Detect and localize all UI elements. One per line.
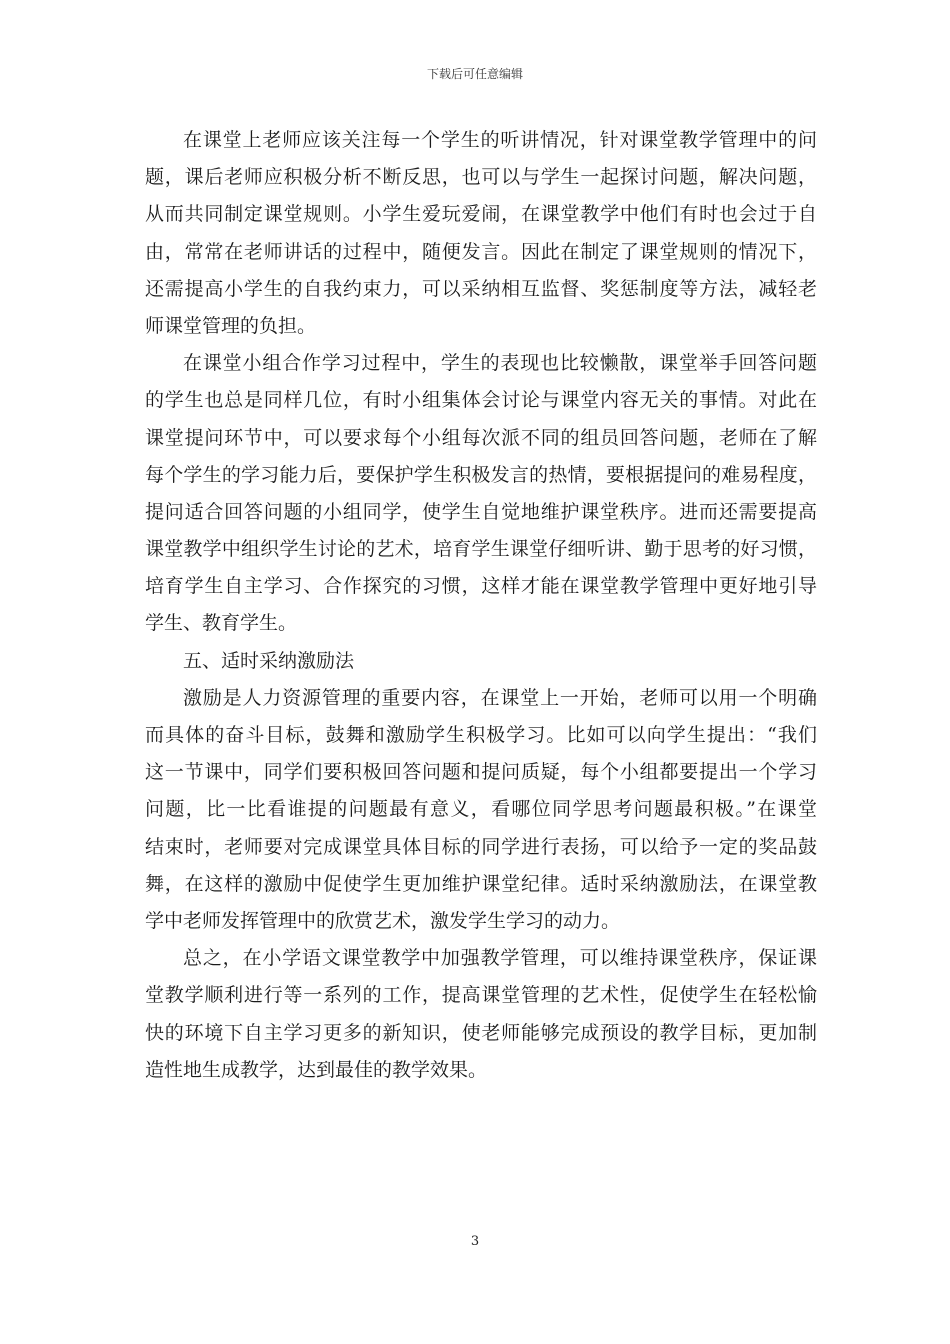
text-line: 总之，在小学语文课堂教学中加强教学管理，可以维持课堂秩序，保证课 bbox=[183, 947, 817, 970]
text-line: 激励是人力资源管理的重要内容，在课堂上一开始，老师可以用一个明确 bbox=[183, 686, 817, 709]
text-line: 还需提高小学生的自我约束力，可以采纳相互监督、奖惩制度等方法，减轻老 bbox=[145, 277, 817, 300]
paragraph-group-learning bbox=[145, 345, 817, 643]
paragraph-classroom-rules bbox=[145, 122, 817, 345]
page-number: 3 bbox=[470, 1234, 480, 1249]
text-line: 堂教学顺利进行等一系列的工作，提高课堂管理的艺术性，促使学生在轻松愉 bbox=[145, 984, 817, 1007]
text-line: 问题，比一比看谁提的问题最有意义，看哪位同学思考问题最积极。”在课堂 bbox=[145, 798, 817, 821]
text-line: 学生、教育学生。 bbox=[145, 612, 298, 635]
text-line: 题，课后老师应积极分析不断反思，也可以与学生一起探讨问题，解决问题， bbox=[145, 166, 817, 189]
text-line: 在课堂小组合作学习过程中，学生的表现也比较懒散，课堂举手回答问题 bbox=[183, 352, 817, 375]
text-line: 培育学生自主学习、合作探究的习惯，这样才能在课堂教学管理中更好地引导 bbox=[145, 575, 817, 598]
document-body bbox=[145, 122, 817, 1089]
text-line: 每个学生的学习能力后，要保护学生积极发言的热情，要根据提问的难易程度， bbox=[145, 463, 817, 486]
text-line: 师课堂管理的负担。 bbox=[145, 314, 317, 337]
section-heading bbox=[145, 643, 817, 680]
text-line: 快的环境下自主学习更多的新知识，使老师能够完成预设的教学目标，更加制 bbox=[145, 1021, 817, 1044]
text-line: 课堂教学中组织学生讨论的艺术，培育学生课堂仔细听讲、勤于思考的好习惯， bbox=[145, 538, 817, 561]
text-line: 这一节课中，同学们要积极回答问题和提问质疑，每个小组都要提出一个学习 bbox=[145, 761, 817, 784]
heading-line: 五、适时采纳激励法 bbox=[183, 649, 355, 672]
text-line: 学中老师发挥管理中的欣赏艺术，激发学生学习的动力。 bbox=[145, 909, 621, 932]
text-line: 提问适合回答问题的小组同学，使学生自觉地维护课堂秩序。进而还需要提高 bbox=[145, 500, 817, 523]
text-line: 从而共同制定课堂规则。小学生爱玩爱闹，在课堂教学中他们有时也会过于自 bbox=[145, 203, 817, 226]
text-line: 结束时，老师要对完成课堂具体目标的同学进行表扬，可以给予一定的奖品鼓 bbox=[145, 835, 817, 858]
text-line: 在课堂上老师应该关注每一个学生的听讲情况，针对课堂教学管理中的问 bbox=[183, 129, 817, 151]
text-line: 课堂提问环节中，可以要求每个小组每次派不同的组员回答问题，老师在了解 bbox=[145, 426, 817, 449]
text-line: 造性地生成教学，达到最佳的教学效果。 bbox=[145, 1058, 488, 1081]
paragraph-motivation bbox=[145, 680, 817, 940]
text-line: 舞，在这样的激励中促使学生更加维护课堂纪律。适时采纳激励法，在课堂教 bbox=[145, 872, 817, 895]
text-line: 由，常常在老师讲话的过程中，随便发言。因此在制定了课堂规则的情况下， bbox=[145, 240, 817, 263]
text-line: 的学生也总是同样几位，有时小组集体会讨论与课堂内容无关的事情。对此在 bbox=[145, 389, 817, 412]
text-line: 而具体的奋斗目标，鼓舞和激励学生积极学习。比如可以向学生提出：“我们 bbox=[145, 724, 817, 746]
page-header: 下载后可任意编辑 bbox=[426, 67, 523, 81]
paragraph-conclusion bbox=[145, 940, 817, 1089]
